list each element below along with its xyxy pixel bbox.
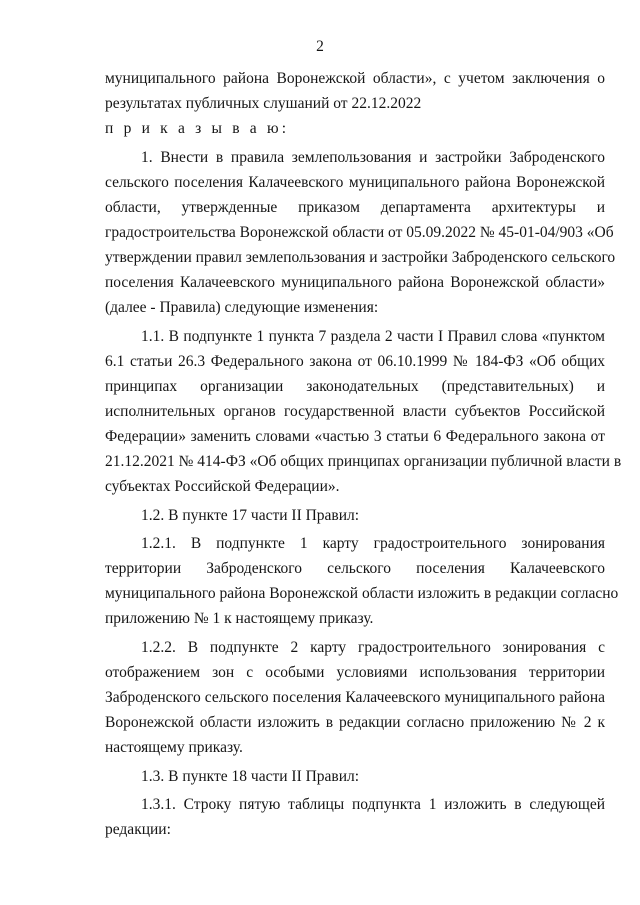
- paragraph-1-2-heading: 1.2. В пункте 17 части II Правил:: [141, 507, 360, 524]
- paragraph-1-3-1-line: 1.3.1. Строку пятую таблицы подпункта 1 изложить в следующей: [141, 796, 605, 813]
- paragraph-1-line: 1. Внести в правила землепользования и застройки Забродeнского: [141, 149, 605, 166]
- page-number: 2: [316, 38, 324, 55]
- paragraph-1-1-line: принципах организации законодательных (представительных) и: [105, 378, 605, 395]
- paragraph-1-1-line: 1.1. В подпункте 1 пункта 7 раздела 2 части I Правил слова «пунктом: [141, 328, 605, 345]
- paragraph-1-3-heading: 1.3. В пункте 18 части II Правил:: [141, 768, 360, 785]
- paragraph-1-line: градостроительства Воронежской области от 05.09.2022 № 45-01-04/903 «Об: [105, 224, 614, 241]
- order-word: п р и к а з ы в а ю:: [105, 120, 290, 137]
- paragraph-1-1-line: 6.1 статьи 26.3 Федерального закона от 06.10.1999 № 184-ФЗ «Об общих: [105, 353, 605, 370]
- paragraph-1-line: утверждении правил землепользования и застройки Забродeнского сельского: [105, 249, 616, 266]
- paragraph-1-2-2-line: 1.2.2. В подпункте 2 карту градостроительного зонирования с: [141, 639, 605, 656]
- paragraph-1-2-2-line: отображением зон с особыми условиями использования территории: [105, 664, 605, 681]
- paragraph-1-line: (далее - Правила) следующие изменения:: [105, 299, 379, 316]
- paragraph-1-line: сельского поселения Калачеевского муниципального района Воронежской: [105, 174, 605, 191]
- paragraph-1-2-1-line: приложению № 1 к настоящему приказу.: [105, 610, 374, 627]
- paragraph-1-2-2-line: настоящему приказу.: [105, 739, 243, 756]
- paragraph-1-1-line: Федерации» заменить словами «частью 3 статьи 6 Федерального закона от: [105, 428, 605, 445]
- paragraph-1-2-1-line: 1.2.1. В подпункте 1 карту градостроительного зонирования: [141, 535, 605, 552]
- paragraph-1-2-1-line: муниципального района Воронежской области изложить в редакции согласно: [105, 585, 619, 602]
- paragraph-1-1-line: 21.12.2021 № 414-ФЗ «Об общих принципах организации публичной власти в: [105, 453, 622, 470]
- paragraph-1-line: области, утвержденные приказом департамента архитектуры и: [105, 199, 605, 216]
- paragraph-1-1-line: исполнительных органов государственной власти субъектов Российской: [105, 403, 605, 420]
- paragraph-1-2-2-line: Воронежской области изложить в редакции согласно приложению № 2 к: [105, 714, 605, 731]
- paragraph-1-2-1-line: территории Забродeнского сельского поселения Калачеевского: [105, 560, 605, 577]
- text-line: результатах публичных слушаний от 22.12.2022: [105, 95, 422, 112]
- paragraph-1-2-2-line: Забродeнского сельского поселения Калачеевского муниципального района: [105, 689, 605, 706]
- paragraph-1-3-1-line: редакции:: [105, 821, 171, 838]
- text-line: муниципального района Воронежской области», с учетом заключения о: [105, 70, 605, 87]
- paragraph-1-1-line: субъектах Российской Федерации».: [105, 478, 340, 495]
- paragraph-1-line: поселения Калачеевского муниципального района Воронежской области»: [105, 274, 605, 291]
